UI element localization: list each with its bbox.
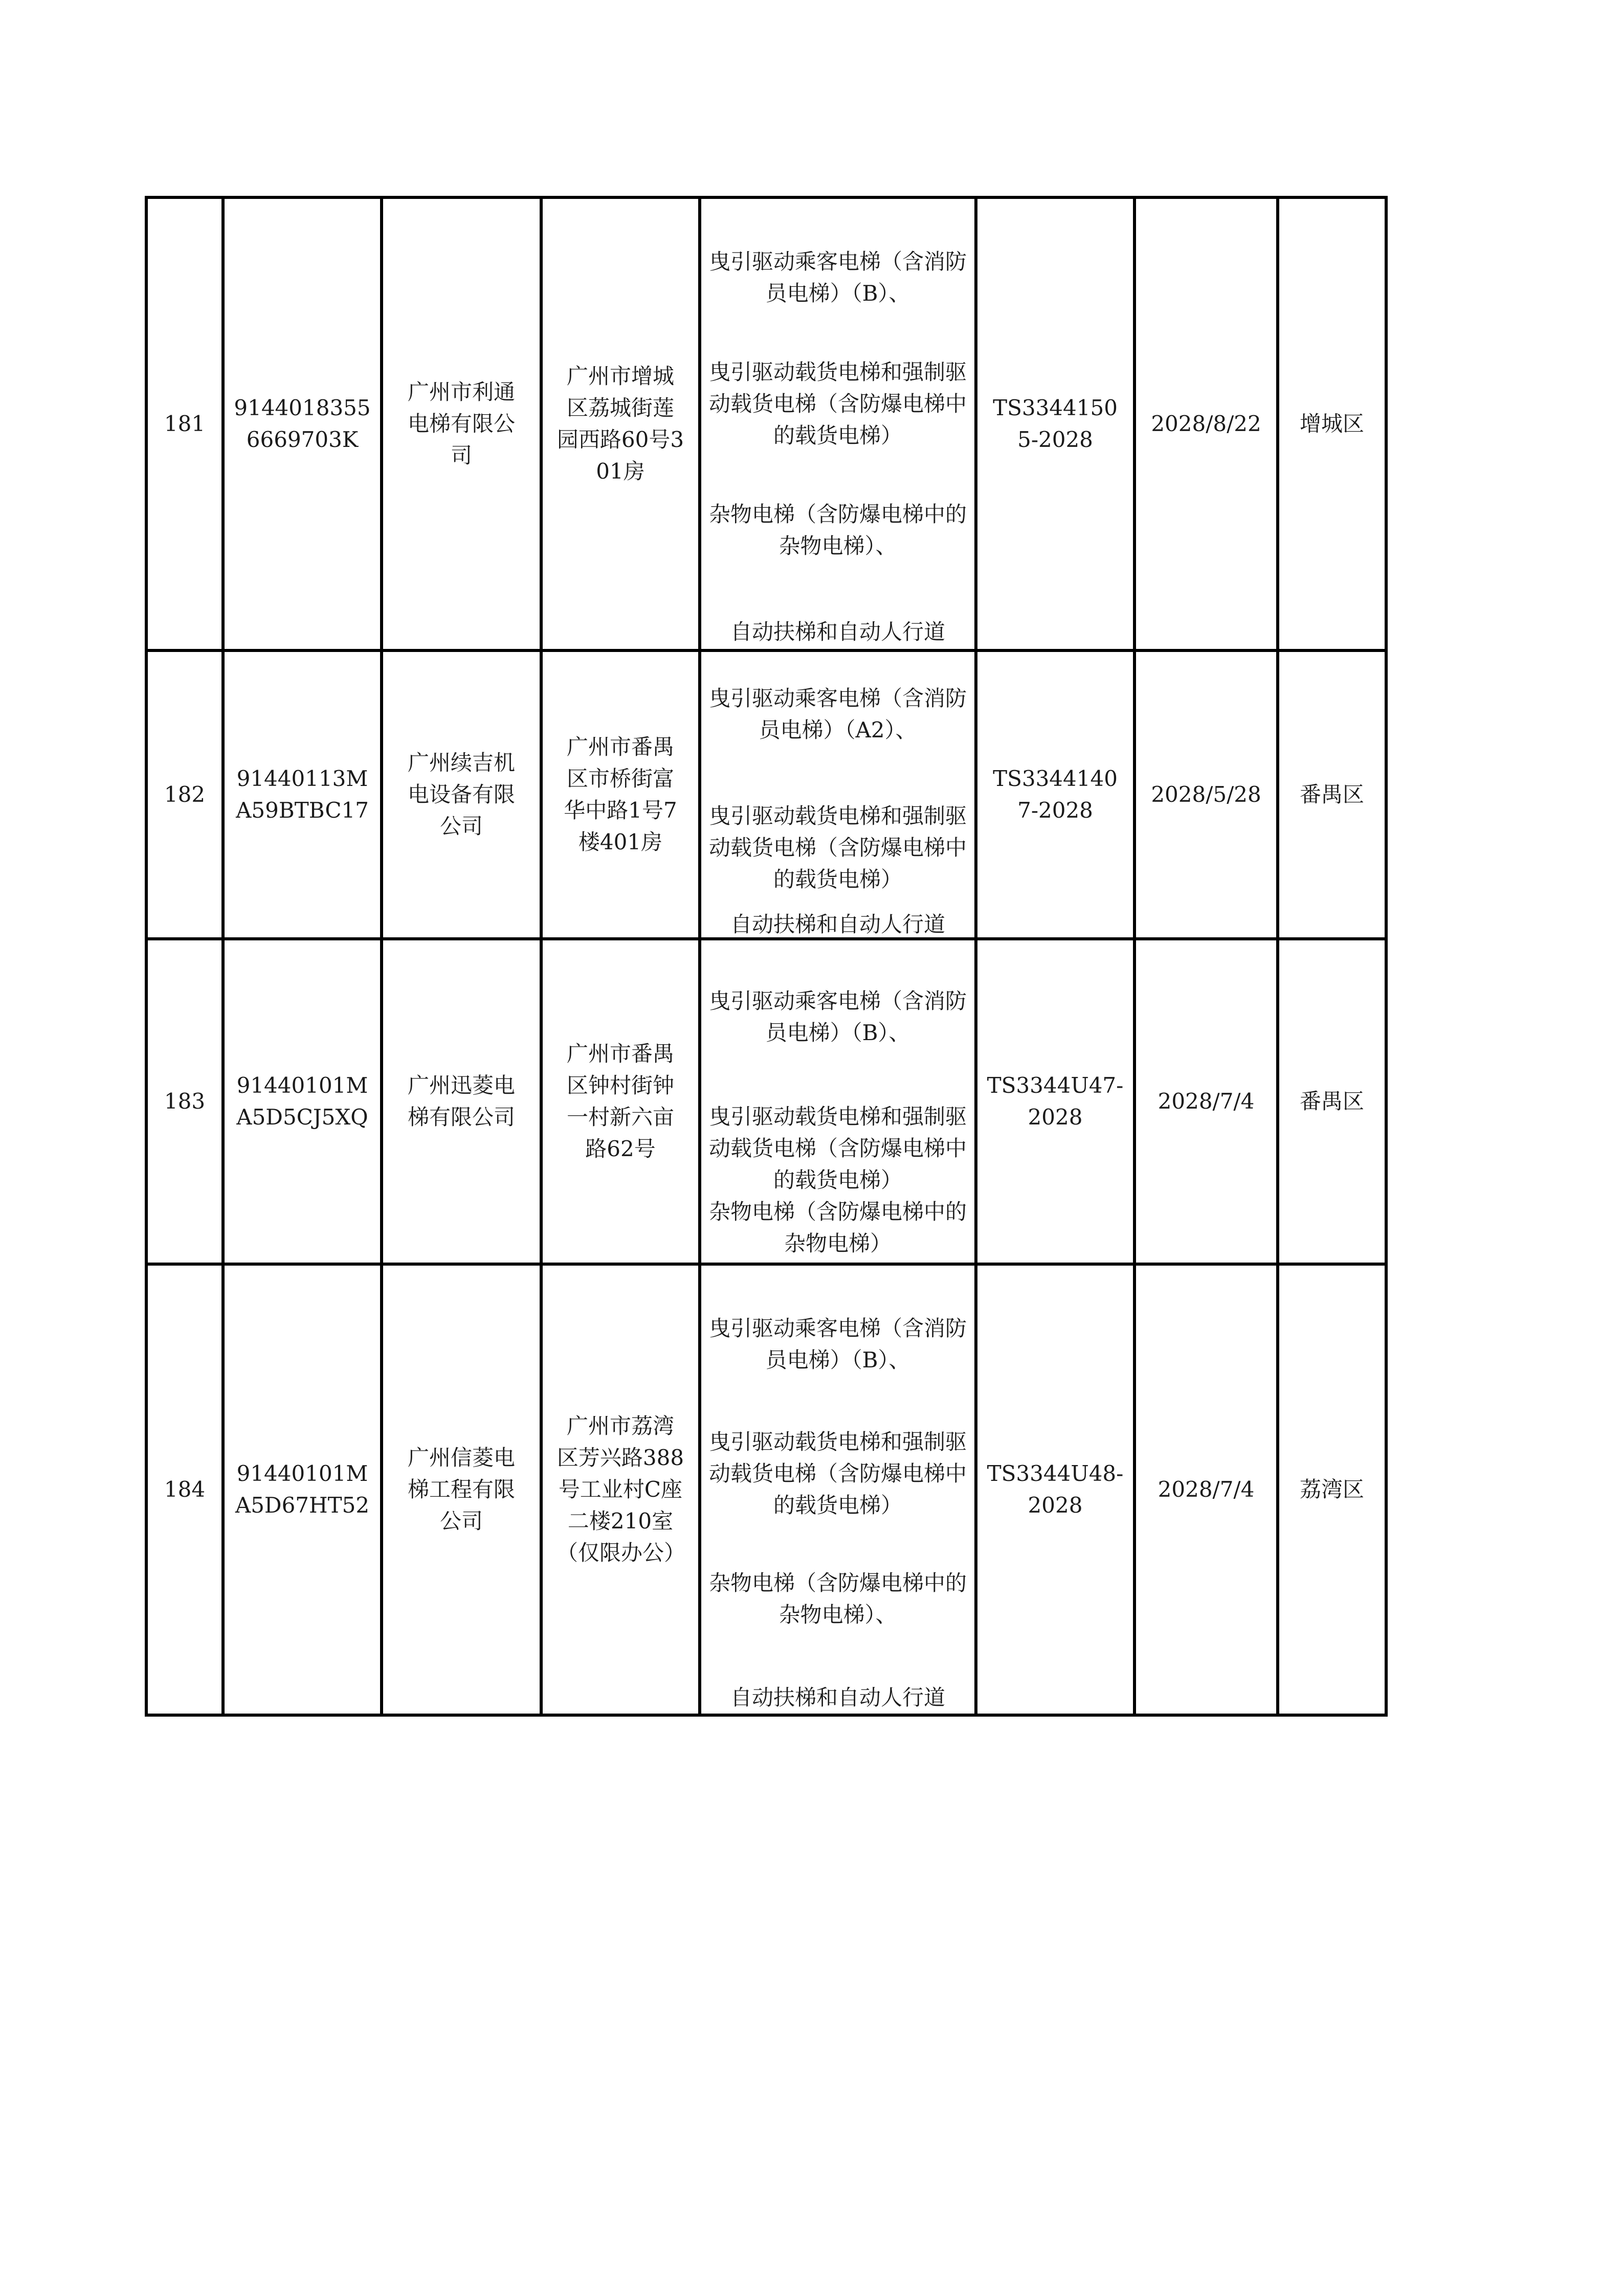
district: 番禺区 (1299, 782, 1364, 807)
license-number-cell (976, 650, 1134, 939)
table-row (146, 197, 1386, 650)
category-item: 曳引驱动乘客电梯（含消防员电梯）（B）、 (708, 988, 967, 1045)
category-item: 杂物电梯（含防爆电梯中的杂物电梯）、 (708, 502, 967, 558)
credit-code-cell (223, 650, 382, 939)
district-cell (1278, 939, 1386, 1264)
company-name: 广州迅菱电梯有限公司 (407, 1073, 515, 1130)
credit-code: 91440101MA5D67HT52 (235, 1461, 370, 1518)
license-number: TS3344U47-2028 (987, 1073, 1124, 1130)
district-cell (1278, 650, 1386, 939)
company-cell (382, 197, 541, 650)
license-number: TS33441407-2028 (993, 766, 1118, 823)
row-index: 183 (164, 1089, 206, 1114)
row-index: 184 (164, 1477, 206, 1502)
categories-cell (700, 1264, 976, 1715)
company-name: 广州续吉机电设备有限公司 (407, 750, 515, 839)
expiry-cell (1134, 197, 1278, 650)
expiry-cell (1134, 1264, 1278, 1715)
categories-list (705, 1266, 970, 1714)
row-index-cell (146, 197, 223, 650)
expiry-cell (1134, 939, 1278, 1264)
license-number-cell (976, 939, 1134, 1264)
expiry-date: 2028/8/22 (1151, 411, 1261, 436)
expiry-date: 2028/5/28 (1151, 782, 1261, 807)
row-index-cell (146, 939, 223, 1264)
category-item: 曳引驱动载货电梯和强制驱动载货电梯（含防爆电梯中的载货电梯） (708, 359, 967, 448)
row-index: 181 (164, 411, 206, 436)
row-index-cell (146, 1264, 223, 1715)
company-name: 广州信菱电梯工程有限公司 (407, 1445, 515, 1534)
company-address: 广州市番禺区市桥街富华中路1号7楼401房 (564, 734, 677, 854)
category-item: 杂物电梯（含防爆电梯中的杂物电梯） (708, 1199, 967, 1256)
category-item: 自动扶梯和自动人行道 (730, 619, 945, 644)
expiry-date: 2028/7/4 (1158, 1477, 1255, 1502)
expiry-date: 2028/7/4 (1158, 1089, 1255, 1114)
address-cell (541, 1264, 700, 1715)
table-row (146, 650, 1386, 939)
address-cell (541, 650, 700, 939)
district: 增城区 (1299, 411, 1364, 436)
company-address: 广州市荔湾区芳兴路388号工业村C座二楼210室（仅限办公） (557, 1413, 686, 1565)
categories-cell (700, 650, 976, 939)
district: 荔湾区 (1299, 1477, 1364, 1502)
category-item: 自动扶梯和自动人行道 (730, 1685, 945, 1710)
license-table-sheet (145, 196, 1385, 1717)
categories-cell (700, 197, 976, 650)
category-item: 曳引驱动乘客电梯（含消防员电梯）（A2）、 (708, 686, 967, 742)
credit-code: 91440101MA5D5CJ5XQ (236, 1073, 368, 1130)
company-cell (382, 650, 541, 939)
category-item: 曳引驱动乘客电梯（含消防员电梯）（B）、 (708, 1316, 967, 1372)
company-address: 广州市增城区荔城街莲园西路60号301房 (557, 364, 684, 484)
license-number-cell (976, 197, 1134, 650)
credit-code-cell (223, 939, 382, 1264)
license-table (145, 196, 1388, 1717)
category-item: 杂物电梯（含防爆电梯中的杂物电梯）、 (708, 1570, 967, 1627)
address-cell (541, 939, 700, 1264)
category-item: 曳引驱动载货电梯和强制驱动载货电梯（含防爆电梯中的载货电梯） (708, 803, 967, 892)
district: 番禺区 (1299, 1089, 1364, 1114)
category-item: 曳引驱动载货电梯和强制驱动载货电梯（含防爆电梯中的载货电梯） (708, 1429, 967, 1518)
categories-list (705, 652, 970, 937)
categories-list (705, 940, 970, 1263)
company-cell (382, 939, 541, 1264)
row-index: 182 (164, 782, 206, 807)
company-name: 广州市利通电梯有限公司 (407, 379, 515, 468)
category-item: 曳引驱动载货电梯和强制驱动载货电梯（含防爆电梯中的载货电梯） (708, 1104, 967, 1192)
credit-code-cell (223, 197, 382, 650)
category-item: 曳引驱动乘客电梯（含消防员电梯）（B）、 (708, 249, 967, 306)
district-cell (1278, 197, 1386, 650)
company-cell (382, 1264, 541, 1715)
district-cell (1278, 1264, 1386, 1715)
categories-list (705, 199, 970, 649)
category-item: 自动扶梯和自动人行道 (730, 912, 945, 937)
license-number: TS33441505-2028 (993, 395, 1118, 452)
address-cell (541, 197, 700, 650)
expiry-cell (1134, 650, 1278, 939)
row-index-cell (146, 650, 223, 939)
table-row (146, 939, 1386, 1264)
license-number: TS3344U48-2028 (987, 1461, 1124, 1518)
credit-code-cell (223, 1264, 382, 1715)
license-number-cell (976, 1264, 1134, 1715)
categories-cell (700, 939, 976, 1264)
company-address: 广州市番禺区钟村街钟一村新六亩路62号 (566, 1041, 674, 1161)
table-row (146, 1264, 1386, 1715)
credit-code: 91440183556669703K (234, 395, 371, 452)
credit-code: 91440113MA59BTBC17 (236, 766, 369, 823)
